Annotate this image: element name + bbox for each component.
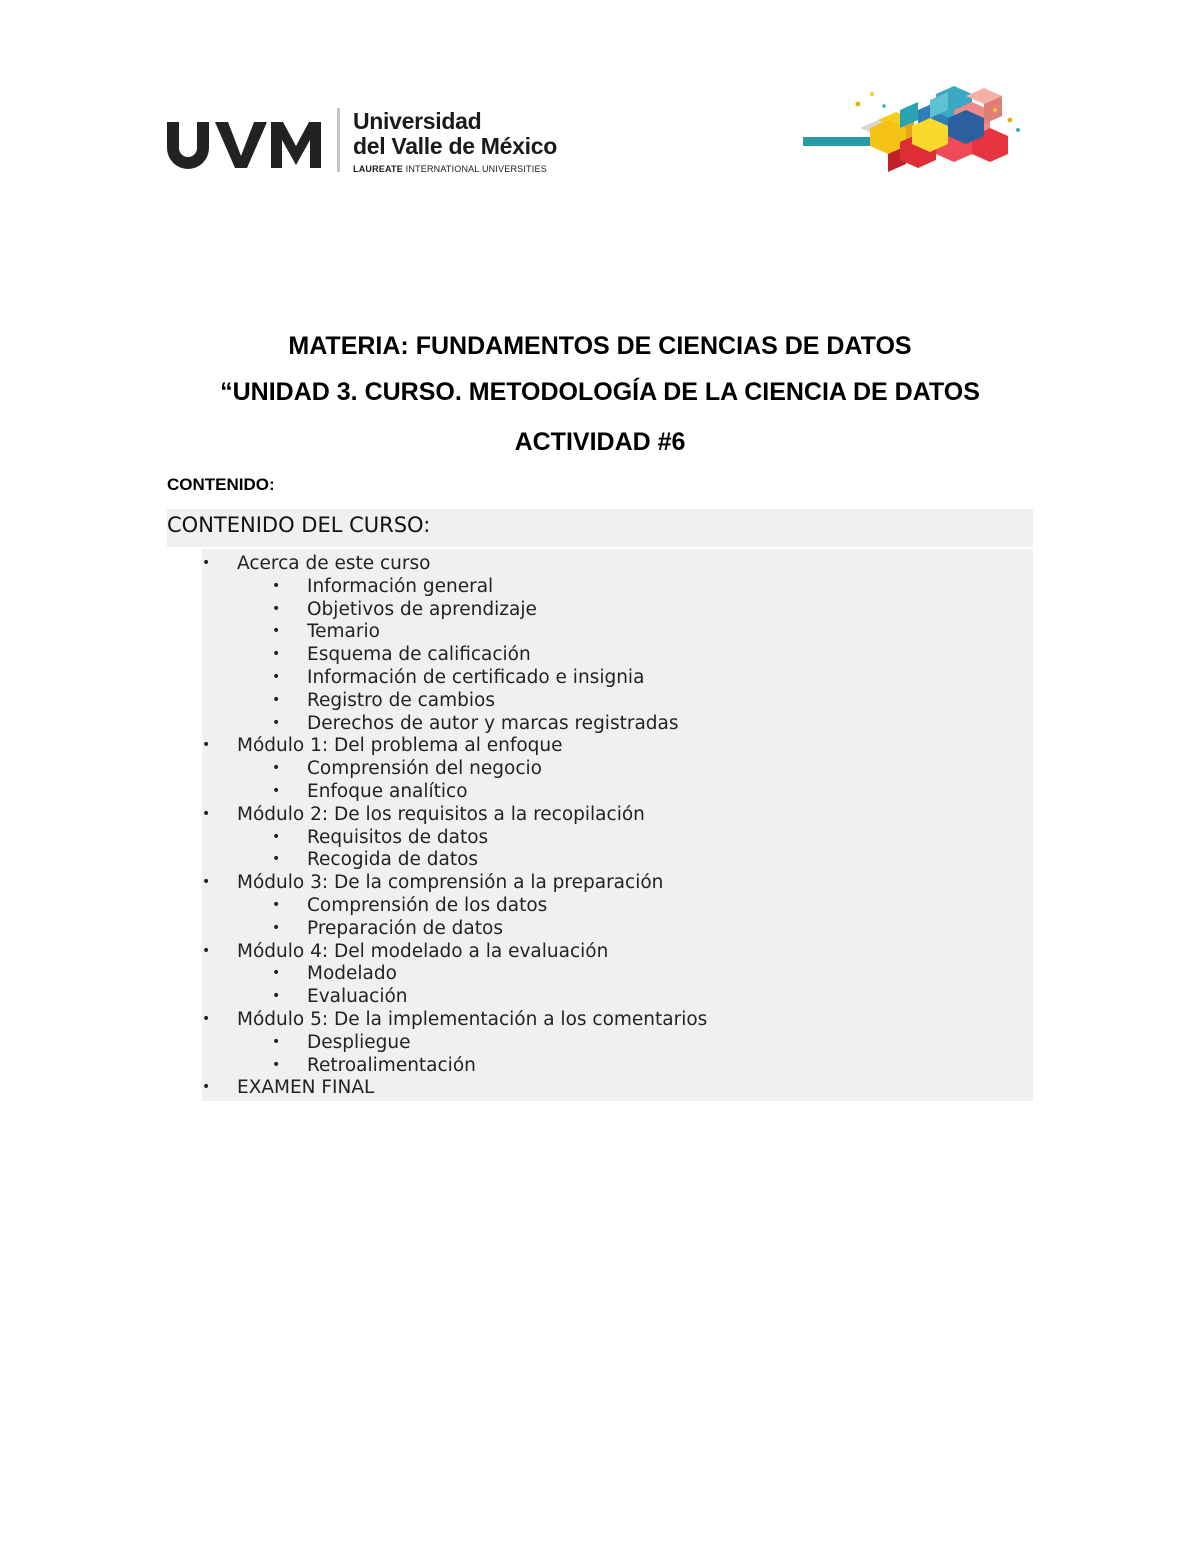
uvm-wordmark-logo [165, 118, 325, 170]
course-content-heading-box [167, 509, 1033, 547]
bullet-icon: • [272, 760, 281, 777]
list-item-text: Objetivos de aprendizaje [307, 598, 537, 620]
bullet-icon: • [272, 897, 281, 913]
bullet-icon: • [272, 851, 281, 868]
bullet-icon: • [202, 737, 211, 754]
list-item-text: Módulo 2: De los requisitos a la recopilación [237, 803, 645, 825]
bullet-icon: • [272, 623, 281, 640]
list-item-text: Derechos de autor y marcas registradas [307, 712, 679, 734]
list-item-text: Recogida de datos [307, 849, 479, 871]
bullet-icon: • [272, 988, 281, 1005]
course-content-list [202, 549, 1033, 1101]
list-item-text: Información general [307, 575, 494, 597]
bullet-icon: • [202, 555, 211, 571]
list-item-text: Modelado [307, 963, 397, 985]
bullet-icon: • [272, 646, 281, 663]
list-item-text: Preparación de datos [307, 917, 503, 939]
list-item-text: Registro de cambios [307, 689, 495, 711]
bullet-icon: • [272, 714, 281, 731]
bullet-icon: • [202, 1011, 211, 1027]
bullet-icon: • [272, 783, 281, 799]
bullet-icon: • [272, 669, 281, 685]
bullet-icon: • [272, 577, 281, 594]
bullet-icon: • [272, 1056, 281, 1073]
bullet-icon: • [202, 874, 211, 891]
list-item-text: Esquema de calificación [307, 644, 531, 666]
list-item-text: Temario [307, 621, 380, 643]
list-item-text: Requisitos de datos [307, 826, 489, 848]
unit-title: “UNIDAD 3. CURSO. METODOLOGÍA DE LA CIENCIA DE DATOS [220, 378, 980, 406]
bullet-icon: • [272, 1033, 281, 1050]
course-content-heading: CONTENIDO DEL CURSO: [167, 513, 431, 537]
bullet-icon: • [202, 805, 211, 822]
bullet-icon: • [272, 691, 281, 708]
bullet-icon: • [272, 965, 281, 982]
list-item-text: Módulo 4: Del modelado a la evaluación [237, 940, 609, 962]
logo-separator [337, 108, 340, 172]
bullet-icon: • [272, 919, 281, 936]
list-item-text: Información de certificado e insignia [307, 667, 645, 688]
list-item-text: Acerca de este curso [237, 553, 431, 574]
bullet-icon: • [272, 828, 281, 845]
list-item-text: Módulo 5: De la implementación a los comentarios [237, 1009, 708, 1030]
list-item-text: Comprensión del negocio [307, 758, 542, 780]
list-item-text: Retroalimentación [307, 1054, 476, 1076]
uvm-logo [165, 108, 555, 180]
list-item-text: Evaluación [307, 986, 408, 1008]
subject-title: MATERIA: FUNDAMENTOS DE CIENCIAS DE DATOS [288, 332, 912, 360]
list-item-text: Comprensión de los datos [307, 895, 548, 916]
logo-line-universidad: Universidad [353, 108, 482, 134]
logo-line-del-valle: del Valle de México [353, 133, 557, 159]
bullet-icon: • [272, 600, 281, 617]
list-item-text: Enfoque analítico [307, 781, 468, 802]
list-item-text: EXAMEN FINAL [237, 1077, 375, 1099]
list-item-text: Despliegue [307, 1031, 411, 1053]
list-item-text: Módulo 3: De la comprensión a la preparación [237, 872, 664, 894]
bullet-icon: • [202, 1079, 211, 1096]
list-item-text: Módulo 1: Del problema al enfoque [237, 735, 563, 757]
activity-title: ACTIVIDAD #6 [514, 428, 686, 456]
decorative-cubes-graphic [800, 80, 1030, 180]
logo-line-laureate: LAUREATE INTERNATIONAL UNIVERSITIES [353, 164, 547, 174]
contenido-label: CONTENIDO: [167, 475, 275, 494]
bullet-icon: • [202, 942, 211, 959]
